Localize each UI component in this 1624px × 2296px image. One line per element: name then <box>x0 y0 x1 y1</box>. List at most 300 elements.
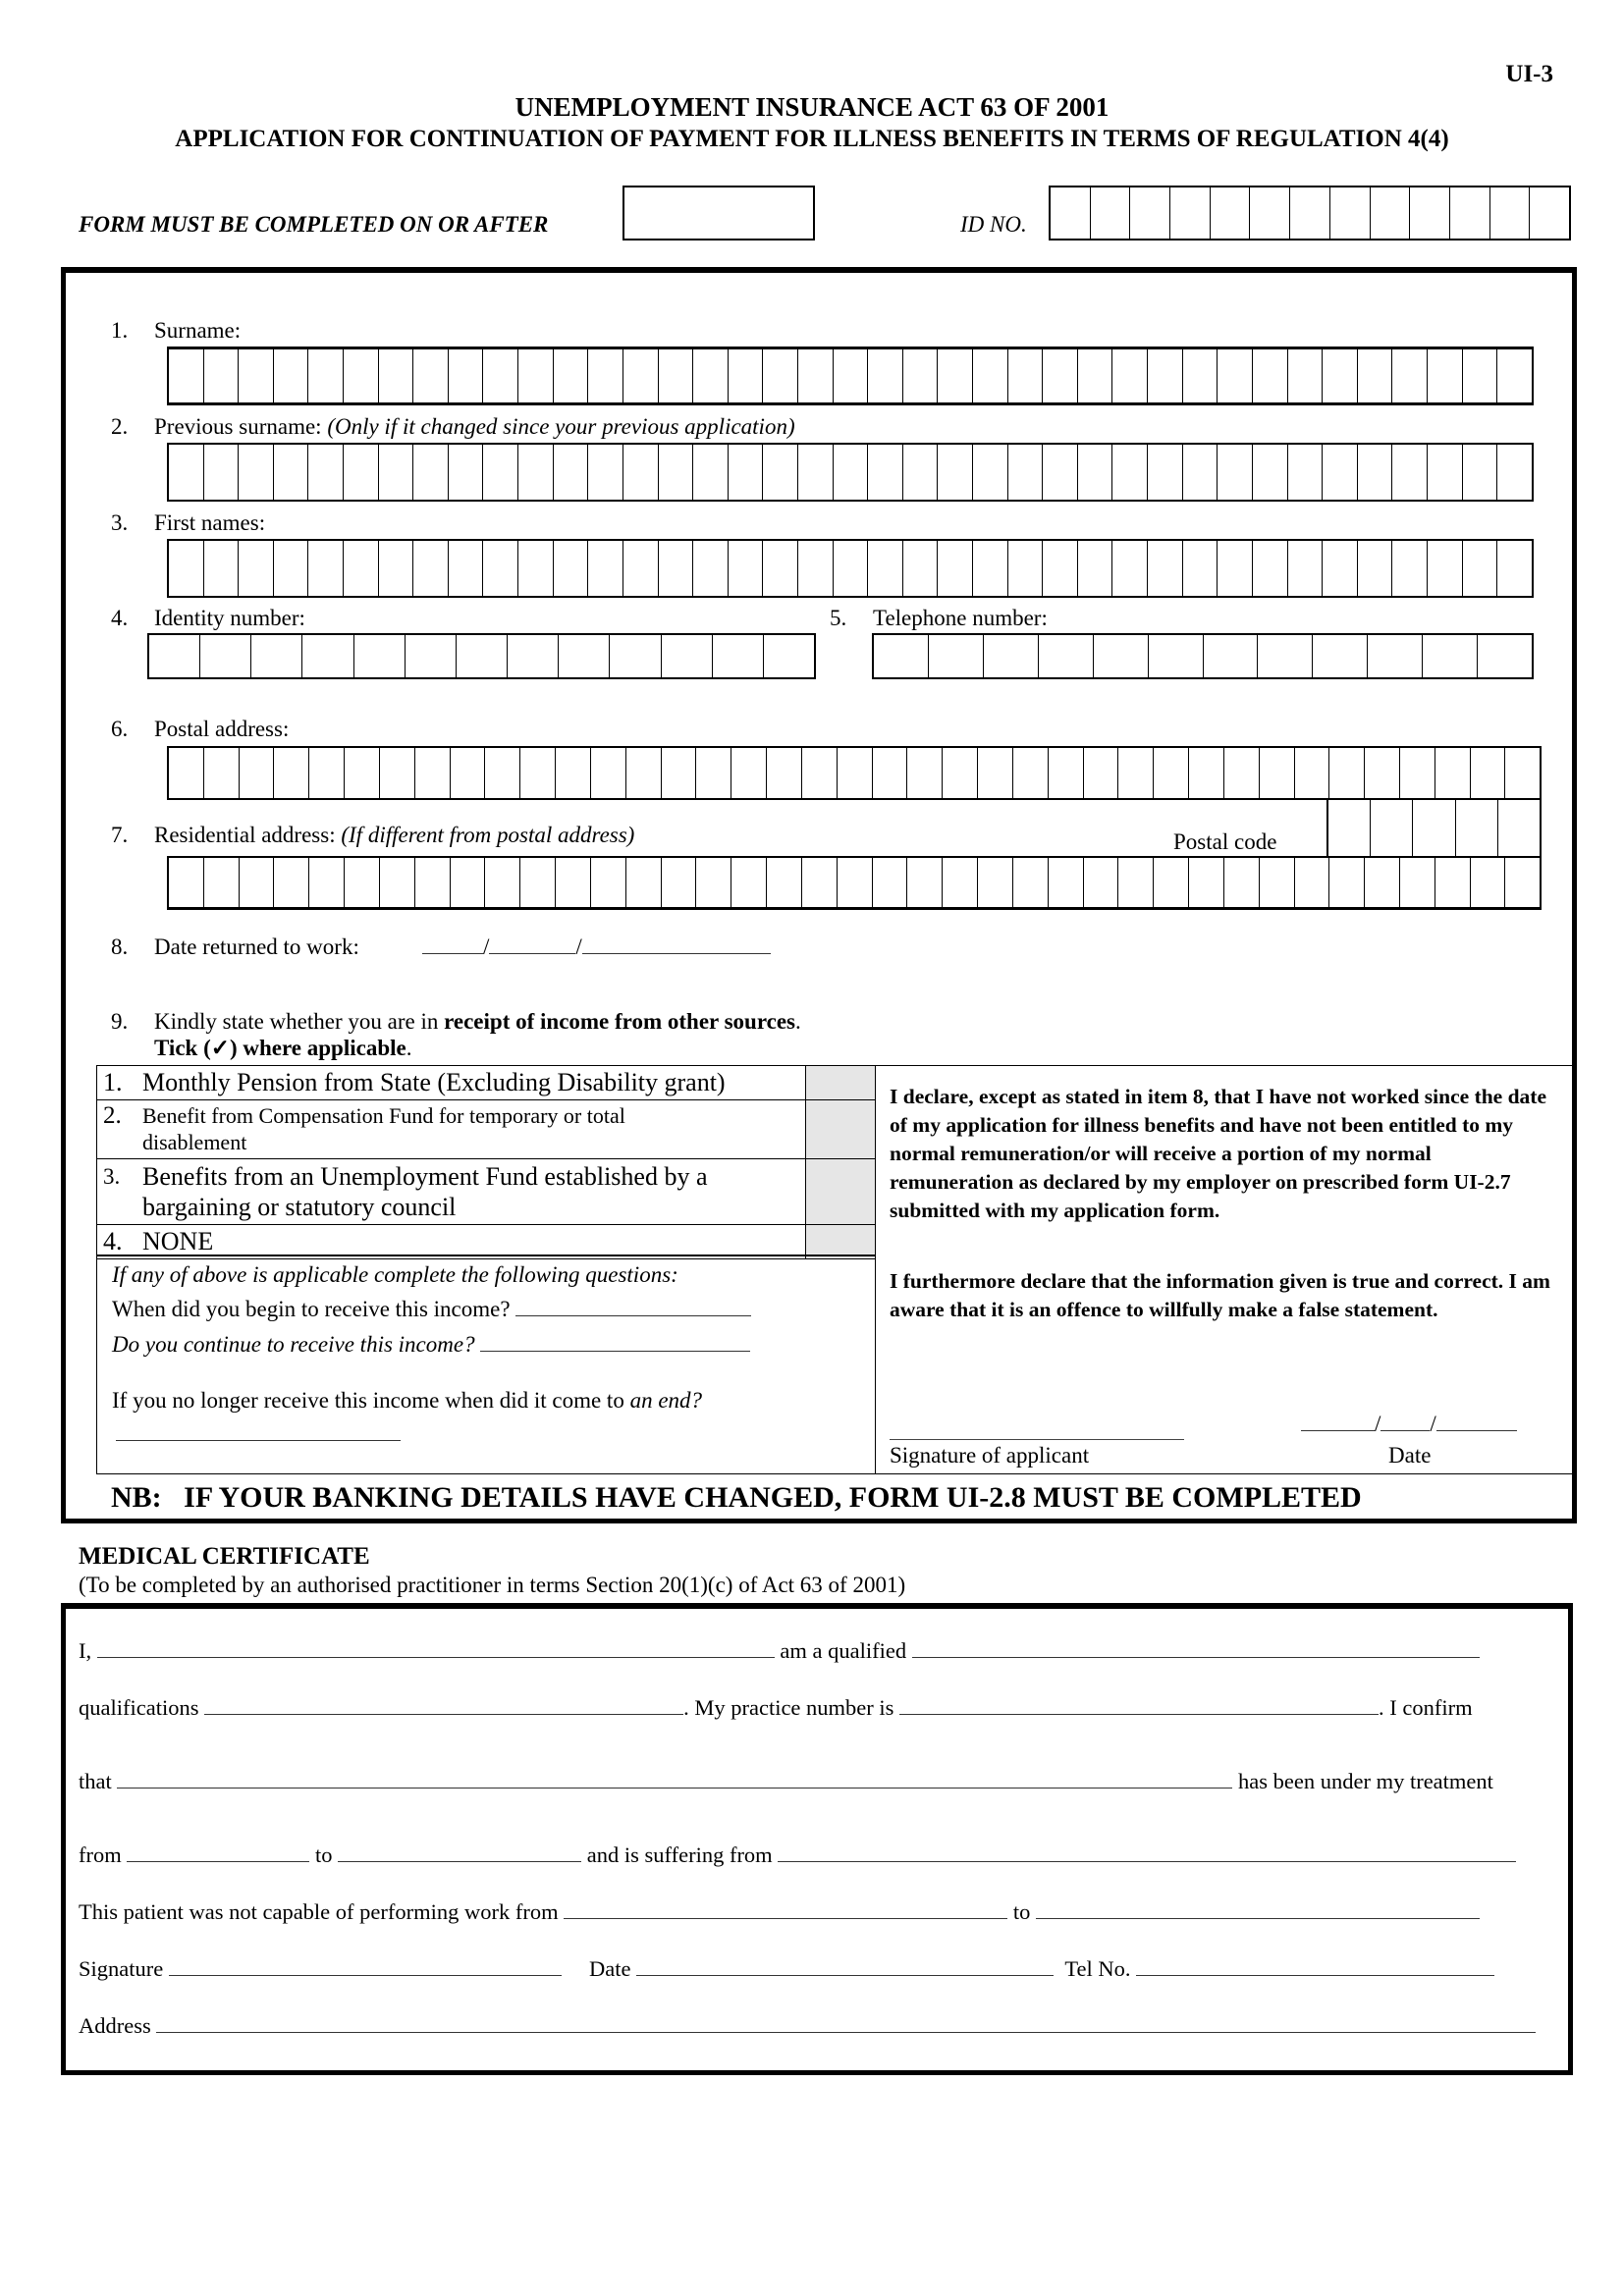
char-box[interactable] <box>1218 445 1253 500</box>
first-names-label: 3. First names: <box>111 510 266 535</box>
char-box[interactable] <box>204 349 240 402</box>
char-box[interactable] <box>868 349 903 402</box>
char-box[interactable] <box>1051 187 1091 239</box>
surname-boxes[interactable] <box>167 347 1534 405</box>
char-box[interactable] <box>1450 187 1490 239</box>
char-box[interactable] <box>659 349 694 402</box>
char-box[interactable] <box>763 541 798 596</box>
char-box[interactable] <box>302 635 353 677</box>
char-box[interactable] <box>938 541 973 596</box>
char-box[interactable] <box>239 541 274 596</box>
char-box[interactable] <box>662 748 697 798</box>
char-box[interactable] <box>731 748 767 798</box>
char-box[interactable] <box>483 541 518 596</box>
char-box[interactable] <box>1392 349 1428 402</box>
practitioner-address-field[interactable] <box>156 2031 1536 2033</box>
char-box[interactable] <box>1498 798 1540 856</box>
char-box[interactable] <box>973 541 1008 596</box>
char-box[interactable] <box>169 541 204 596</box>
char-box[interactable] <box>204 541 240 596</box>
char-box[interactable] <box>1288 541 1324 596</box>
char-box[interactable] <box>1189 858 1224 907</box>
income-option: 4. NONE <box>97 1225 876 1259</box>
char-box[interactable] <box>1478 635 1532 677</box>
char-box[interactable] <box>1505 748 1540 798</box>
practitioner-name-field[interactable] <box>97 1656 775 1658</box>
date-returned-field[interactable]: / / <box>422 934 771 960</box>
char-box[interactable] <box>1008 445 1044 500</box>
char-box[interactable] <box>309 858 345 907</box>
medical-certificate-subtitle: (To be completed by an authorised practitioner in terms Section 20(1)(c) of Act 63 of 2001) <box>79 1573 906 1597</box>
char-box[interactable] <box>1392 445 1428 500</box>
char-box[interactable] <box>1358 349 1393 402</box>
char-box[interactable] <box>693 349 729 402</box>
char-box[interactable] <box>1428 541 1463 596</box>
med-row-5: This patient was not capable of performing work from to <box>79 1899 1480 1925</box>
char-box[interactable] <box>1189 748 1224 798</box>
char-box[interactable] <box>344 445 379 500</box>
char-box[interactable] <box>729 445 764 500</box>
char-box[interactable] <box>1463 445 1498 500</box>
char-box[interactable] <box>1253 541 1288 596</box>
char-box[interactable] <box>1224 748 1260 798</box>
char-box[interactable] <box>588 349 623 402</box>
char-box[interactable] <box>1288 445 1324 500</box>
patient-name-field[interactable] <box>117 1787 1232 1789</box>
char-box[interactable] <box>767 748 802 798</box>
completed-on-after-field[interactable] <box>623 186 815 240</box>
char-box[interactable] <box>1358 445 1393 500</box>
char-box[interactable] <box>662 858 697 907</box>
char-box[interactable] <box>1148 541 1183 596</box>
char-box[interactable] <box>415 858 451 907</box>
char-box[interactable] <box>1224 858 1260 907</box>
char-box[interactable] <box>554 349 589 402</box>
telephone-number-boxes[interactable] <box>872 633 1534 679</box>
char-box[interactable] <box>798 349 834 402</box>
identity-number-boxes[interactable] <box>147 633 816 679</box>
char-box[interactable] <box>1253 445 1288 500</box>
followup-intro: If any of above is applicable complete the following questions: <box>112 1262 678 1287</box>
char-box[interactable] <box>169 445 204 500</box>
char-box[interactable] <box>240 748 275 798</box>
income-option: 1. Monthly Pension from State (Excluding Disability grant) <box>97 1066 876 1100</box>
med-row-7: Address <box>79 2013 1536 2039</box>
char-box[interactable] <box>1043 349 1078 402</box>
char-box[interactable] <box>457 635 508 677</box>
char-box[interactable] <box>379 349 414 402</box>
income-option: 2. Benefit from Compensation Fund for temporary or total disablement <box>97 1100 876 1159</box>
char-box[interactable] <box>591 858 626 907</box>
char-box[interactable] <box>1505 858 1540 907</box>
q-begin-field[interactable] <box>515 1314 751 1316</box>
char-box[interactable] <box>1392 541 1428 596</box>
char-box[interactable] <box>483 349 518 402</box>
id-no-label: ID NO. <box>960 212 1027 237</box>
char-box[interactable] <box>1456 798 1498 856</box>
practitioner-date-field[interactable] <box>636 1974 1054 1976</box>
char-box[interactable] <box>556 748 591 798</box>
char-box[interactable] <box>868 541 903 596</box>
char-box[interactable] <box>1260 858 1295 907</box>
char-box[interactable] <box>903 349 939 402</box>
char-box[interactable] <box>204 748 240 798</box>
char-box[interactable] <box>1329 748 1365 798</box>
char-box[interactable] <box>943 858 978 907</box>
char-box[interactable] <box>1365 748 1400 798</box>
char-box[interactable] <box>729 349 764 402</box>
char-box[interactable] <box>1043 541 1078 596</box>
char-box[interactable] <box>1295 858 1330 907</box>
char-box[interactable] <box>693 445 729 500</box>
char-box[interactable] <box>1368 635 1423 677</box>
char-box[interactable] <box>763 349 798 402</box>
previous-surname-boxes[interactable] <box>167 443 1534 502</box>
completed-on-after-label: FORM MUST BE COMPLETED ON OR AFTER <box>79 212 549 237</box>
char-box[interactable] <box>1428 445 1463 500</box>
char-box[interactable] <box>308 445 344 500</box>
qualified-as-field[interactable] <box>912 1656 1480 1658</box>
char-box[interactable] <box>1330 187 1371 239</box>
char-box[interactable] <box>1211 187 1251 239</box>
char-box[interactable] <box>1078 445 1113 500</box>
char-box[interactable] <box>379 541 414 596</box>
char-box[interactable] <box>1371 187 1411 239</box>
char-box[interactable] <box>449 349 484 402</box>
char-box[interactable] <box>943 748 978 798</box>
declaration-date-field[interactable]: / / <box>1301 1412 1517 1437</box>
income-option-1-tick[interactable] <box>806 1066 876 1100</box>
char-box[interactable] <box>169 349 204 402</box>
char-box[interactable] <box>1218 541 1253 596</box>
char-box[interactable] <box>834 445 869 500</box>
medical-section <box>61 1603 1573 2075</box>
char-box[interactable] <box>413 541 449 596</box>
char-box[interactable] <box>559 635 610 677</box>
char-box[interactable] <box>520 748 556 798</box>
income-options-table <box>96 1065 876 1259</box>
char-box[interactable] <box>1258 635 1313 677</box>
practitioner-signature-field[interactable] <box>169 1974 562 1976</box>
char-box[interactable] <box>1170 187 1211 239</box>
char-box[interactable] <box>1323 541 1358 596</box>
postal-code-boxes[interactable] <box>1326 798 1542 858</box>
char-box[interactable] <box>345 748 380 798</box>
char-box[interactable] <box>1091 187 1131 239</box>
char-box[interactable] <box>903 445 939 500</box>
char-box[interactable] <box>1183 445 1218 500</box>
char-box[interactable] <box>1149 635 1204 677</box>
char-box[interactable] <box>838 748 873 798</box>
char-box[interactable] <box>380 858 415 907</box>
char-box[interactable] <box>973 445 1008 500</box>
char-box[interactable] <box>1323 349 1358 402</box>
income-option: 3. Benefits from an Unemployment Fund established by a bargaining or statutory council <box>97 1159 876 1225</box>
q-end-field[interactable] <box>116 1421 401 1447</box>
char-box[interactable] <box>345 858 380 907</box>
char-box[interactable] <box>588 445 623 500</box>
char-box[interactable] <box>449 445 484 500</box>
char-box[interactable] <box>1371 798 1413 856</box>
char-box[interactable] <box>623 349 659 402</box>
char-box[interactable] <box>274 858 309 907</box>
treatment-to-field[interactable] <box>338 1860 581 1862</box>
char-box[interactable] <box>200 635 251 677</box>
char-box[interactable] <box>907 748 943 798</box>
char-box[interactable] <box>415 748 451 798</box>
char-box[interactable] <box>379 445 414 500</box>
char-box[interactable] <box>1049 748 1084 798</box>
char-box[interactable] <box>1323 445 1358 500</box>
postal-address-label: 6. Postal address: <box>111 717 290 741</box>
suffering-from-field[interactable] <box>778 1860 1516 1862</box>
qualifications-field[interactable] <box>204 1713 683 1715</box>
char-box[interactable] <box>1008 349 1044 402</box>
char-box[interactable] <box>239 349 274 402</box>
char-box[interactable] <box>798 445 834 500</box>
char-box[interactable] <box>659 541 694 596</box>
char-box[interactable] <box>451 748 486 798</box>
char-box[interactable] <box>520 858 556 907</box>
char-box[interactable] <box>626 858 662 907</box>
char-box[interactable] <box>978 748 1013 798</box>
char-box[interactable] <box>483 445 518 500</box>
nb-divider <box>96 1473 1574 1474</box>
char-box[interactable] <box>802 858 838 907</box>
signature-of-applicant-label: Signature of applicant <box>890 1443 1090 1468</box>
char-box[interactable] <box>1471 748 1506 798</box>
char-box[interactable] <box>1118 748 1154 798</box>
char-box[interactable] <box>1112 541 1148 596</box>
char-box[interactable] <box>274 541 309 596</box>
char-box[interactable] <box>1078 541 1113 596</box>
char-box[interactable] <box>662 635 713 677</box>
char-box[interactable] <box>588 541 623 596</box>
char-box[interactable] <box>1328 798 1371 856</box>
char-box[interactable] <box>834 349 869 402</box>
surname-label: 1. Surname: <box>111 318 242 343</box>
char-box[interactable] <box>344 349 379 402</box>
char-box[interactable] <box>1039 635 1094 677</box>
char-box[interactable] <box>763 445 798 500</box>
postal-address-boxes[interactable] <box>167 746 1542 800</box>
medical-certificate-title: MEDICAL CERTIFICATE <box>79 1543 370 1570</box>
char-box[interactable] <box>696 858 731 907</box>
char-box[interactable] <box>764 635 814 677</box>
char-box[interactable] <box>169 858 204 907</box>
char-box[interactable] <box>556 858 591 907</box>
char-box[interactable] <box>406 635 457 677</box>
char-box[interactable] <box>729 541 764 596</box>
id-no-boxes[interactable] <box>1049 186 1571 240</box>
char-box[interactable] <box>308 349 344 402</box>
char-box[interactable] <box>413 445 449 500</box>
char-box[interactable] <box>274 748 309 798</box>
char-box[interactable] <box>978 858 1013 907</box>
char-box[interactable] <box>929 635 984 677</box>
char-box[interactable] <box>1013 858 1049 907</box>
residential-address-boxes[interactable] <box>167 856 1542 910</box>
char-box[interactable] <box>251 635 302 677</box>
char-box[interactable] <box>1078 349 1113 402</box>
char-box[interactable] <box>767 858 802 907</box>
char-box[interactable] <box>1112 445 1148 500</box>
char-box[interactable] <box>380 748 415 798</box>
char-box[interactable] <box>344 541 379 596</box>
char-box[interactable] <box>1428 349 1463 402</box>
incapable-from-field[interactable] <box>564 1917 1007 1919</box>
char-box[interactable] <box>1497 445 1532 500</box>
char-box[interactable] <box>868 445 903 500</box>
q-continue-field[interactable] <box>480 1350 750 1352</box>
char-box[interactable] <box>1530 187 1569 239</box>
declaration-date-label: Date <box>1388 1443 1432 1468</box>
char-box[interactable] <box>873 858 908 907</box>
char-box[interactable] <box>1130 187 1170 239</box>
char-box[interactable] <box>1463 541 1498 596</box>
char-box[interactable] <box>1423 635 1478 677</box>
char-box[interactable] <box>713 635 764 677</box>
char-box[interactable] <box>518 445 554 500</box>
char-box[interactable] <box>1497 349 1532 402</box>
char-box[interactable] <box>1118 858 1154 907</box>
char-box[interactable] <box>274 445 309 500</box>
char-box[interactable] <box>1094 635 1149 677</box>
char-box[interactable] <box>274 349 309 402</box>
tick-instruction: Tick (✓) where applicable. <box>154 1036 412 1060</box>
char-box[interactable] <box>554 541 589 596</box>
income-option-2-tick[interactable] <box>806 1100 876 1159</box>
q-end: If you no longer receive this income when did it come to an end? <box>112 1388 703 1413</box>
char-box[interactable] <box>1471 858 1506 907</box>
char-box[interactable] <box>1435 748 1471 798</box>
char-box[interactable] <box>1358 541 1393 596</box>
char-box[interactable] <box>1218 349 1253 402</box>
char-box[interactable] <box>1204 635 1259 677</box>
char-box[interactable] <box>1313 635 1368 677</box>
char-box[interactable] <box>1295 748 1330 798</box>
nb-notice: NB: IF YOUR BANKING DETAILS HAVE CHANGED, FORM UI-2.8 MUST BE COMPLETED <box>111 1481 1362 1514</box>
char-box[interactable] <box>1013 748 1049 798</box>
char-box[interactable] <box>518 541 554 596</box>
char-box[interactable] <box>984 635 1039 677</box>
char-box[interactable] <box>834 541 869 596</box>
char-box[interactable] <box>1413 798 1455 856</box>
char-box[interactable] <box>903 541 939 596</box>
char-box[interactable] <box>1183 349 1218 402</box>
char-box[interactable] <box>149 635 200 677</box>
char-box[interactable] <box>610 635 661 677</box>
page-subtitle: APPLICATION FOR CONTINUATION OF PAYMENT FOR ILLNESS BENEFITS IN TERMS OF REGULATION 4(4) <box>175 126 1449 152</box>
char-box[interactable] <box>1435 858 1471 907</box>
telephone-number-label: 5. Telephone number: <box>830 606 1048 630</box>
char-box[interactable] <box>973 349 1008 402</box>
char-box[interactable] <box>518 349 554 402</box>
char-box[interactable] <box>354 635 406 677</box>
char-box[interactable] <box>451 858 486 907</box>
char-box[interactable] <box>623 445 659 500</box>
char-box[interactable] <box>1253 349 1288 402</box>
char-box[interactable] <box>693 541 729 596</box>
char-box[interactable] <box>204 445 240 500</box>
char-box[interactable] <box>204 858 240 907</box>
char-box[interactable] <box>1288 349 1324 402</box>
char-box[interactable] <box>1260 748 1295 798</box>
char-box[interactable] <box>1183 541 1218 596</box>
char-box[interactable] <box>1290 187 1330 239</box>
treatment-from-field[interactable] <box>127 1860 309 1862</box>
char-box[interactable] <box>1365 858 1400 907</box>
char-box[interactable] <box>169 748 204 798</box>
char-box[interactable] <box>554 445 589 500</box>
char-box[interactable] <box>623 541 659 596</box>
char-box[interactable] <box>1154 748 1189 798</box>
first-names-boxes[interactable] <box>167 539 1534 598</box>
char-box[interactable] <box>239 445 274 500</box>
char-box[interactable] <box>508 635 559 677</box>
char-box[interactable] <box>1049 858 1084 907</box>
char-box[interactable] <box>485 748 520 798</box>
char-box[interactable] <box>802 748 838 798</box>
page-title: UNEMPLOYMENT INSURANCE ACT 63 OF 2001 <box>514 92 1110 122</box>
char-box[interactable] <box>1084 748 1119 798</box>
char-box[interactable] <box>1112 349 1148 402</box>
char-box[interactable] <box>1400 858 1435 907</box>
char-box[interactable] <box>1043 445 1078 500</box>
incapable-to-field[interactable] <box>1036 1917 1480 1919</box>
char-box[interactable] <box>1250 187 1290 239</box>
practitioner-tel-field[interactable] <box>1136 1974 1494 1976</box>
char-box[interactable] <box>907 858 943 907</box>
applicant-signature-field[interactable] <box>890 1439 1184 1440</box>
char-box[interactable] <box>1154 858 1189 907</box>
char-box[interactable] <box>485 858 520 907</box>
char-box[interactable] <box>838 858 873 907</box>
char-box[interactable] <box>1400 748 1435 798</box>
date-returned-label: 8. Date returned to work: <box>111 934 359 959</box>
char-box[interactable] <box>873 748 908 798</box>
char-box[interactable] <box>659 445 694 500</box>
char-box[interactable] <box>696 748 731 798</box>
char-box[interactable] <box>1329 858 1365 907</box>
char-box[interactable] <box>240 858 275 907</box>
char-box[interactable] <box>1148 445 1183 500</box>
char-box[interactable] <box>938 349 973 402</box>
char-box[interactable] <box>1084 858 1119 907</box>
char-box[interactable] <box>1410 187 1450 239</box>
char-box[interactable] <box>798 541 834 596</box>
q-continue: Do you continue to receive this income? <box>112 1332 750 1358</box>
char-box[interactable] <box>938 445 973 500</box>
char-box[interactable] <box>626 748 662 798</box>
char-box[interactable] <box>1463 349 1498 402</box>
char-box[interactable] <box>1148 349 1183 402</box>
char-box[interactable] <box>591 748 626 798</box>
practice-number-field[interactable] <box>899 1713 1379 1715</box>
med-row-2: qualifications . My practice number is . I confirm <box>79 1695 1473 1720</box>
char-box[interactable] <box>1490 187 1531 239</box>
form-code: UI-3 <box>1505 61 1553 87</box>
char-box[interactable] <box>1008 541 1044 596</box>
income-option-3-tick[interactable] <box>806 1159 876 1225</box>
char-box[interactable] <box>731 858 767 907</box>
char-box[interactable] <box>1497 541 1532 596</box>
char-box[interactable] <box>413 349 449 402</box>
char-box[interactable] <box>449 541 484 596</box>
char-box[interactable] <box>874 635 929 677</box>
char-box[interactable] <box>309 748 345 798</box>
char-box[interactable] <box>308 541 344 596</box>
